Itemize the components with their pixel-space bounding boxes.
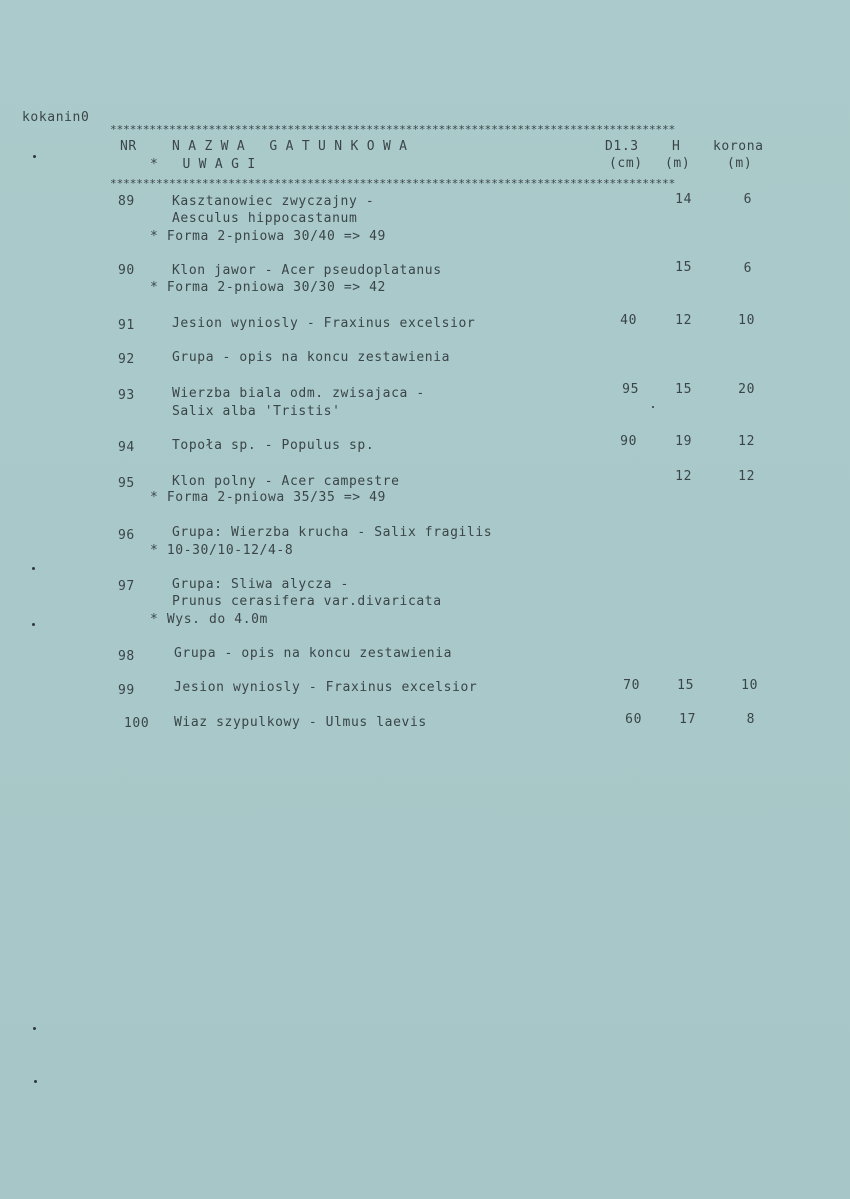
row-name: Topoła sp. - Populus sp.: [172, 438, 375, 453]
header-name-title: NAZWA GATUNKOWA: [172, 139, 416, 154]
row-nr: 90: [118, 263, 135, 278]
header-h-label: H: [672, 139, 681, 154]
row-nr: 97: [118, 579, 135, 594]
row-nr: 94: [118, 440, 135, 455]
row-crown: 10: [738, 313, 755, 328]
row-height: 12: [675, 313, 692, 328]
margin-speck: [32, 623, 35, 626]
row-diameter: 60: [625, 712, 642, 727]
row-height: 15: [677, 678, 694, 693]
row-diameter: 95: [622, 382, 639, 397]
row-name: Prunus cerasifera var.divaricata: [172, 594, 442, 609]
row-name: Jesion wyniosly - Fraxinus excelsior: [172, 316, 476, 331]
header-h-unit: (m): [665, 156, 691, 171]
header-notes-title: * UWAGI: [150, 157, 264, 172]
margin-speck: [32, 567, 35, 570]
row-name: Kasztanowiec zwyczajny -: [172, 194, 375, 209]
header-d-unit: (cm): [609, 156, 643, 171]
file-name: kokanin0: [22, 110, 90, 125]
row-nr: 95: [118, 476, 135, 491]
row-name: Grupa - opis na koncu zestawienia: [172, 350, 451, 365]
header-crown-unit: (m): [727, 156, 753, 171]
row-note: * 10-30/10-12/4-8: [150, 543, 294, 558]
header-d-label: D1.3: [605, 139, 639, 154]
header-crown-label: korona: [713, 139, 764, 154]
row-nr: 89: [118, 194, 135, 209]
row-name: Grupa - opis na koncu zestawienia: [174, 646, 453, 661]
row-note: * Forma 2-pniowa 30/30 => 42: [150, 280, 386, 295]
row-crown: 20: [738, 382, 755, 397]
header-nr: NR: [120, 139, 137, 154]
row-height: 19: [675, 434, 692, 449]
row-height: 14: [675, 192, 692, 207]
row-note: * Forma 2-pniowa 35/35 => 49: [150, 490, 386, 505]
row-name: Wierzba biala odm. zwisajaca -: [172, 386, 425, 401]
row-crown: 10: [741, 678, 758, 693]
row-diameter: 90: [620, 434, 637, 449]
row-name: Grupa: Wierzba krucha - Salix fragilis: [172, 525, 493, 540]
margin-speck: [33, 155, 36, 158]
row-diameter: 40: [620, 313, 637, 328]
row-name: Grupa: Sliwa alycza -: [172, 577, 349, 592]
row-nr: 93: [118, 388, 135, 403]
margin-speck: [33, 1027, 36, 1030]
row-crown: 8: [746, 712, 755, 727]
star-rule-top: **************************************************************************************: [110, 124, 676, 135]
row-name: Salix alba 'Tristis': [172, 404, 341, 419]
row-note: * Wys. do 4.0m: [150, 612, 268, 627]
star-rule-bottom: **************************************************************************************: [110, 178, 676, 189]
row-height: 15: [675, 382, 692, 397]
row-height: 12: [675, 469, 692, 484]
row-nr: 99: [118, 683, 135, 698]
row-height: 15: [675, 260, 692, 275]
row-name: Klon polny - Acer campestre: [172, 474, 400, 489]
row-nr: 96: [118, 528, 135, 543]
row-nr: 92: [118, 352, 135, 367]
row-nr: 100: [124, 716, 150, 731]
margin-speck: [34, 1080, 37, 1083]
row-crown: 12: [738, 469, 755, 484]
row-name: Jesion wyniosly - Fraxinus excelsior: [174, 680, 478, 695]
row-note: * Forma 2-pniowa 30/40 => 49: [150, 229, 386, 244]
row-diameter: 70: [623, 678, 640, 693]
row-crown: 6: [743, 261, 752, 276]
row-name: Wiaz szypulkowy - Ulmus laevis: [174, 715, 427, 730]
row-crown: 12: [738, 434, 755, 449]
row-height: 17: [679, 712, 696, 727]
row-crown: 6: [743, 192, 752, 207]
row-name: Klon jawor - Acer pseudoplatanus: [172, 263, 442, 278]
row-nr: 91: [118, 318, 135, 333]
row-name: Aesculus hippocastanum: [172, 211, 358, 226]
row-nr: 98: [118, 649, 135, 664]
margin-speck: [652, 406, 654, 408]
